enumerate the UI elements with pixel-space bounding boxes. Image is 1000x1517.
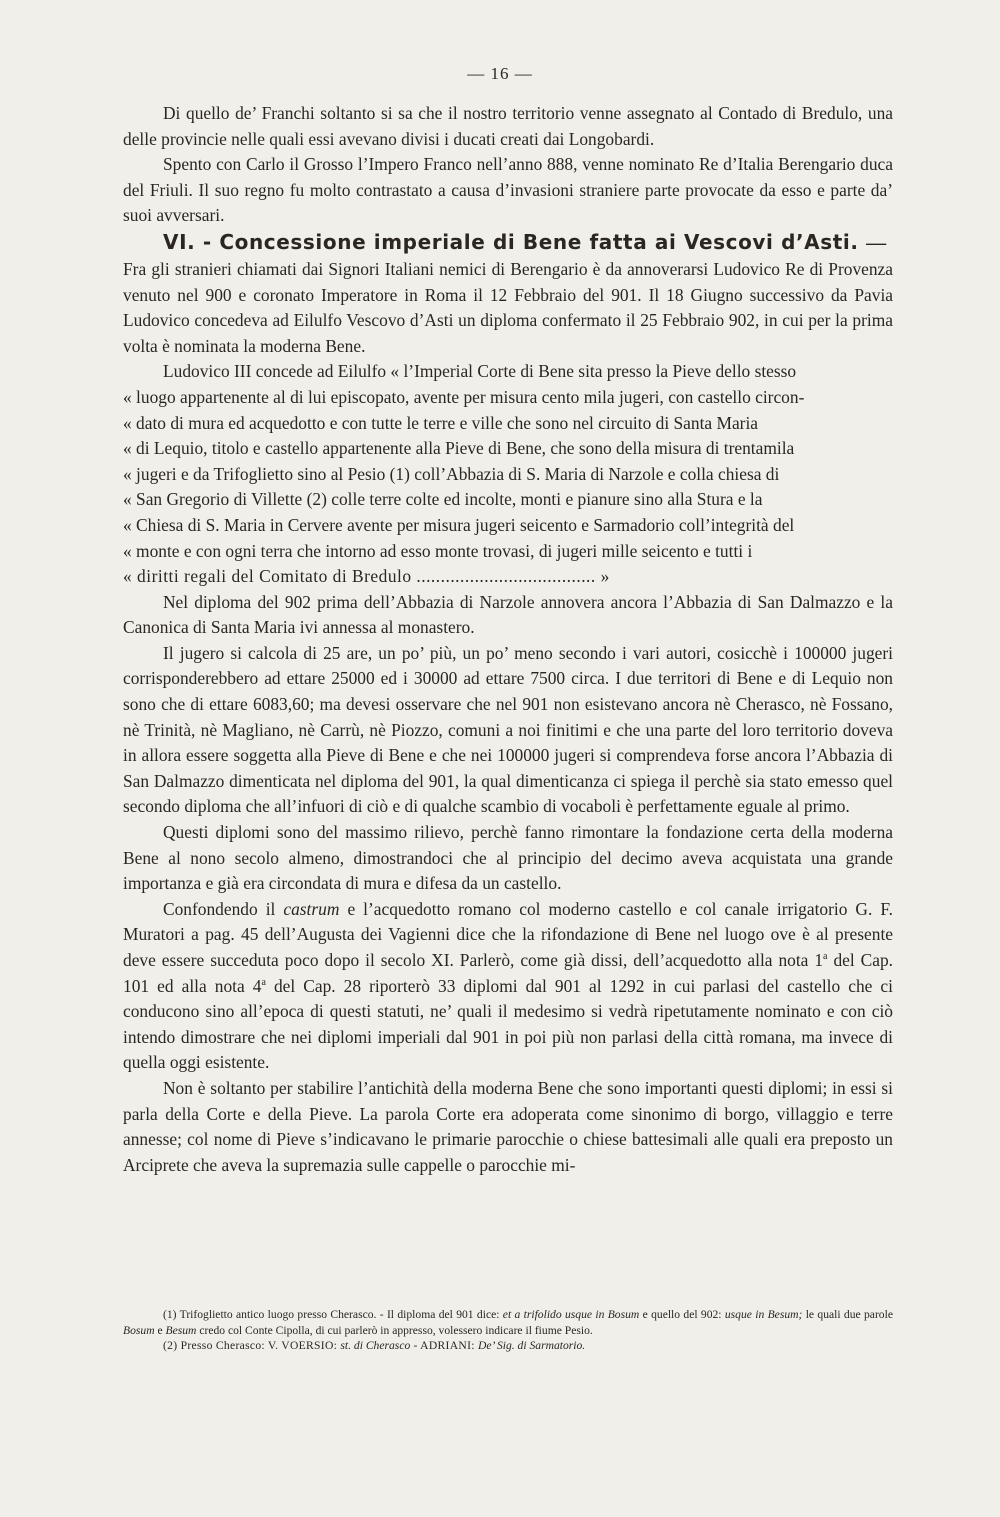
quote-line: « San Gregorio di Villette (2) colle terre colte ed incolte, monti e pianure sino alla Stura e la — [123, 489, 763, 510]
italic-term: castrum — [283, 898, 340, 919]
text-run: (1) Trifoglietto antico luogo presso Cherasco. - Il diploma del 901 dice: — [163, 1308, 503, 1321]
superscript: a — [261, 976, 266, 988]
text-run: - ADRIANI: — [410, 1339, 478, 1352]
section-heading — [123, 229, 893, 256]
footnote-2 — [123, 1338, 893, 1354]
paragraph — [123, 897, 893, 1076]
paragraph: Questi diplomi sono del massimo rilievo, perchè fanno rimontare la fondazione certa della moderna Bene al nono secolo almeno, dimostrandoci che al principio del decimo aveva acquistata una grande importanza e già era circondata di mura e difesa da un castello. — [123, 822, 893, 894]
quote-line: « Chiesa di S. Maria in Cervere avente per misura jugeri seicento e Sarmadorio coll’integrità del — [123, 514, 795, 535]
quotation — [123, 359, 893, 589]
text-run: del Cap. 28 riporterò 33 diplomi dal 901 al 1292 in cui parlasi del castello che ci conducono sino all’epoca di questi statuti, ne’ quali il medesimo si vedrà ripetutamente nominato e con ciò intendo dimostrare che nei diplomi imperiali dal 901 in poi più non parlasi della città romana, ma invece di quella oggi esistente. — [123, 975, 893, 1073]
text-run: Confondendo il — [163, 898, 284, 919]
paragraph: Di quello de’ Franchi soltanto si sa che il nostro territorio venne assegnato al Contado di Bredulo, una delle provincie nelle quali essi avevano divisi i ducati creati dai Longobardi. — [123, 103, 893, 149]
italic-term: et a trifolido usque in Bosum — [502, 1308, 640, 1321]
paragraph: Fra gli stranieri chiamati dai Signori Italiani nemici di Berengario è da annoverarsi Ludovico Re di Provenza venuto nel 900 e coronato Imperatore in Roma il 12 Febbraio del 901. Il 18 Giugno successivo da Pavia Ludovico concedeva ad Eilulfo Vescovo d’Asti un diploma confermato il 25 Febbraio 902, in cui per la prima volta è nominata la moderna Bene. — [123, 258, 893, 356]
paragraph: Nel diploma del 902 prima dell’Abbazia di Narzole annovera ancora l’Abbazia di San Dalmazzo e la Canonica di Santa Maria ivi annessa al monastero. — [123, 591, 893, 638]
text-run: e l’acquedotto romano col moderno castello e col canale irrigatorio G. F. Muratori a pag. 45 dell’Augusta dei Vagienni dice che la rifondazione di Bene nel luogo ove è al presente deve essere succeduta poco dopo il secolo XI. Parlerò, come già dissi, dell’acquedotto alla nota 1 — [123, 898, 893, 970]
quote-line: « di Lequio, titolo e castello appartenente alla Pieve di Bene, che sono della misura di trentamila — [123, 438, 795, 459]
paragraph: Il jugero si calcola di 25 are, un po’ più, un po’ meno secondo i vari autori, cosicchè i 100000 jugeri corrisponderebbero ad ettare 25000 ed i 30000 ad ettare 7500 circa. I due territori di Bene e di Lequio non sono che di ettare 6083,60; ma devesi osservare che nel 901 non esistevano ancora nè Cherasco, nè Fossano, nè Trinità, nè Magliano, nè Carrù, nè Piozzo, comuni a noi finitimi e che una parte del loro territorio doveva in allora essere soggetta alla Pieve di Bene e che nei 100000 jugeri si comprendeva forse ancora l’Abbazia di San Dalmazzo dimenticata nel diploma del 901, la qual dimenticanza ci spiega il perchè sia stato emesso quel secondo diploma che all’infuori di ciò e di qualche scambio di vocaboli è perfettamente eguale al primo. — [123, 642, 893, 817]
italic-term: st. di Cherasco — [340, 1339, 411, 1352]
text-run: le quali due parole — [802, 1308, 893, 1321]
quote-line: « dato di mura ed acquedotto e con tutte le terre e ville che sono nel circuito di Santa Maria — [123, 412, 759, 433]
quote-line: « luogo appartenente al di lui episcopato, avente per misura cento mila jugeri, con castello circon- — [123, 386, 805, 407]
page-number: — 16 — — [467, 64, 533, 83]
quote-line: « jugeri e da Trifoglietto sino al Pesio (1) coll’Abbazia di S. Maria di Narzole e colla chiesa di — [123, 463, 780, 484]
text-run: e quello del 902: — [639, 1308, 725, 1321]
text-run: del Cap. 101 ed alla nota 4 — [123, 950, 893, 996]
quote-line: « monte e con ogni terra che intorno ad esso monte trovasi, di jugeri mille seicento e tutti i — [123, 540, 753, 561]
section-heading-text: VI. - Concessione imperiale di Bene fatta ai Vescovi d’Asti. — [163, 229, 859, 254]
italic-term: usque in Besum; — [724, 1308, 803, 1321]
superscript: a — [823, 951, 828, 963]
text-run: (2) Presso Cherasco: V. VOERSIO: — [163, 1339, 341, 1352]
text-run: credo col Conte Cipolla, di cui parlerò in appresso, volessero indicare il fiume Pesio. — [196, 1323, 593, 1337]
quote-line: « diritti regali del Comitato di Bredulo ..................................... » — [123, 566, 610, 587]
italic-term: Besum — [165, 1323, 197, 1337]
italic-term: De’ Sig. di Sarmatorio. — [477, 1339, 586, 1352]
italic-term: Bosum — [123, 1323, 155, 1337]
quote-line: Ludovico III concede ad Eilulfo « l’Imperial Corte di Bene sita presso la Pieve dello stesso — [163, 361, 797, 382]
footnote-1 — [123, 1307, 893, 1338]
main-text — [123, 101, 893, 1178]
heading-dash: — — [866, 231, 887, 254]
paragraph: Spento con Carlo il Grosso l’Impero Franco nell’anno 888, venne nominato Re d’Italia Berengario duca del Friuli. Il suo regno fu molto contrastato a causa d’invasioni straniere parte provocate da esso e parte da’ suoi avversari. — [123, 154, 893, 226]
text-run: e — [154, 1323, 166, 1337]
paragraph: Non è soltanto per stabilire l’antichità della moderna Bene che sono importanti questi diplomi; in essi si parla della Corte e della Pieve. La parola Corte era adoperata come sinonimo di borgo, villaggio e terre annesse; col nome di Pieve s’indicavano le primarie parocchie o chiese battesimali alle quali era preposto un Arciprete che aveva la supremazia sulle cappelle o parocchie mi- — [123, 1077, 893, 1175]
footnotes — [123, 1307, 893, 1354]
